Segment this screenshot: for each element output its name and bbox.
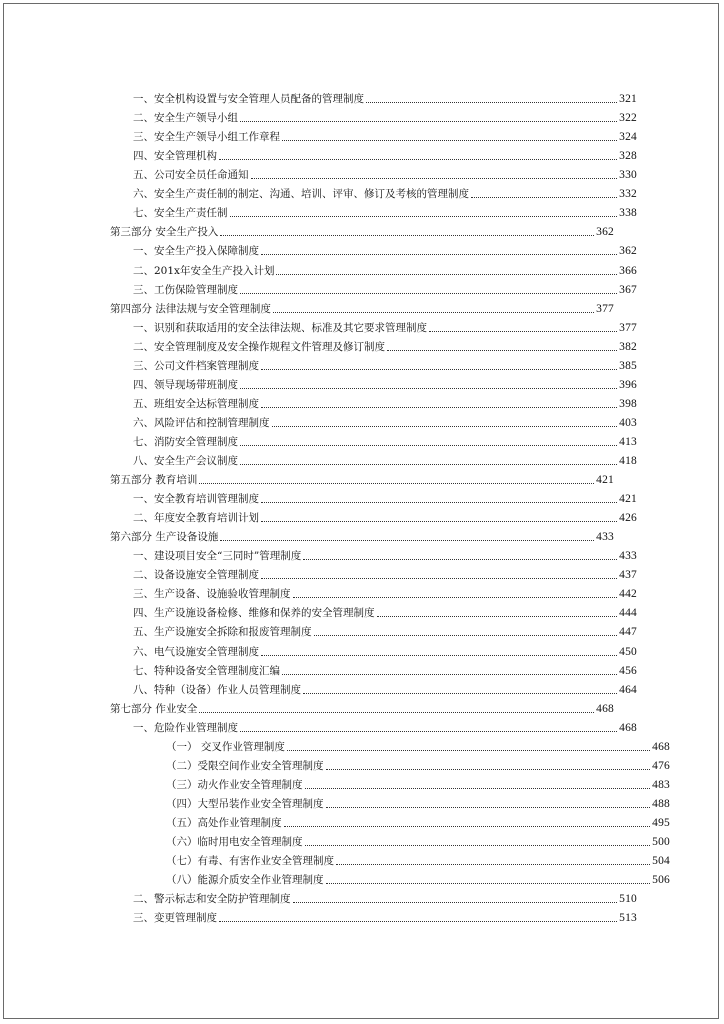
toc-section-heading[interactable] xyxy=(110,700,614,716)
toc-page-number: 450 xyxy=(619,645,637,658)
toc-entry-title: 四、领导现场带班制度 xyxy=(133,378,238,391)
toc-entry-title: 第三部分 安全生产投入 xyxy=(110,226,219,239)
toc-dot-leader xyxy=(293,902,618,903)
toc-entry-title: 五、公司安全员任命通知 xyxy=(133,169,249,182)
toc-entry[interactable] xyxy=(110,871,670,887)
toc-dot-leader xyxy=(219,159,617,160)
toc-page-number: 476 xyxy=(652,759,670,772)
toc-page-number: 495 xyxy=(652,816,670,829)
toc-entry-title: （三）动火作业安全管理制度 xyxy=(166,778,303,791)
toc-entry[interactable] xyxy=(110,262,637,278)
toc-page-number: 396 xyxy=(619,378,637,391)
toc-entry-title: 七、消防安全管理制度 xyxy=(133,435,238,448)
toc-entry-title: 一、安全生产投入保障制度 xyxy=(133,245,259,258)
toc-entry-title: 一、建设项目安全“三同时”管理制度 xyxy=(133,550,302,563)
toc-dot-leader xyxy=(387,350,617,351)
toc-entry-title: 三、生产设备、设施验收管理制度 xyxy=(133,588,291,601)
toc-entry-title: 六、安全生产责任制的制定、沟通、培训、评审、修订及考核的管理制度 xyxy=(133,188,469,201)
toc-page-number: 324 xyxy=(619,131,637,144)
toc-page-number: 437 xyxy=(619,569,637,582)
toc-page-number: 506 xyxy=(652,874,670,887)
toc-entry[interactable] xyxy=(110,776,670,792)
toc-entry[interactable] xyxy=(110,204,637,220)
toc-page-number: 328 xyxy=(619,150,637,163)
toc-entry[interactable] xyxy=(110,395,637,411)
toc-entry[interactable] xyxy=(110,547,637,563)
toc-entry[interactable] xyxy=(110,338,637,354)
toc-entry-title: 二、安全生产领导小组 xyxy=(133,112,238,124)
toc-entry[interactable] xyxy=(110,414,637,430)
toc-entry[interactable] xyxy=(110,357,637,373)
toc-section-heading[interactable] xyxy=(110,223,614,239)
toc-entry[interactable] xyxy=(110,604,637,620)
toc-page-number: 362 xyxy=(619,245,637,258)
toc-dot-leader xyxy=(240,293,617,294)
toc-page-number: 426 xyxy=(619,512,637,525)
toc-dot-leader xyxy=(336,864,650,865)
toc-dot-leader xyxy=(366,102,617,103)
toc-page-number: 513 xyxy=(619,912,637,925)
toc-dot-leader xyxy=(240,731,617,732)
toc-entry[interactable] xyxy=(110,509,637,525)
toc-entry[interactable] xyxy=(110,376,637,392)
toc-entry-title: 四、安全管理机构 xyxy=(133,150,217,163)
toc-dot-leader xyxy=(219,921,617,922)
toc-entry[interactable] xyxy=(110,623,637,639)
toc-entry[interactable] xyxy=(110,319,637,335)
toc-page-number: 385 xyxy=(619,359,637,372)
toc-entry-title: 一、识别和获取适用的安全法律法规、标准及其它要求管理制度 xyxy=(133,321,427,334)
toc-page-number: 377 xyxy=(619,321,637,334)
toc-dot-leader xyxy=(240,388,617,389)
toc-dot-leader xyxy=(261,254,617,255)
toc-dot-leader xyxy=(377,616,618,617)
toc-dot-leader xyxy=(326,769,651,770)
toc-dot-leader xyxy=(471,197,617,198)
toc-entry[interactable] xyxy=(110,585,637,601)
toc-entry-title: 第四部分 法律法规与安全管理制度 xyxy=(110,302,271,315)
toc-entry-title: 八、安全生产会议制度 xyxy=(133,454,238,467)
toc-dot-leader xyxy=(272,426,618,427)
toc-entry[interactable] xyxy=(110,109,637,125)
toc-entry-title: 一、安全机构设置与安全管理人员配备的管理制度 xyxy=(133,93,364,105)
toc-page-number: 468 xyxy=(652,740,670,753)
toc-dot-leader xyxy=(305,845,651,846)
toc-entry[interactable] xyxy=(110,909,637,925)
toc-dot-leader xyxy=(282,140,617,141)
toc-page-number: 468 xyxy=(619,721,637,734)
toc-entry-title: 六、风险评估和控制管理制度 xyxy=(133,416,270,429)
toc-section-heading[interactable] xyxy=(110,300,614,316)
toc-dot-leader xyxy=(305,788,651,789)
toc-entry[interactable] xyxy=(110,738,670,754)
toc-dot-leader xyxy=(273,312,594,313)
toc-entry-title: 三、工伤保险管理制度 xyxy=(133,283,238,296)
toc-page-number: 367 xyxy=(619,283,637,296)
toc-entry-title: 二、201x年安全生产投入计划 xyxy=(133,264,275,277)
toc-entry[interactable] xyxy=(110,662,637,678)
toc-entry[interactable] xyxy=(110,452,637,468)
toc-entry-title: 五、班组安全达标管理制度 xyxy=(133,397,259,410)
toc-page-number: 338 xyxy=(619,207,637,220)
toc-entry[interactable] xyxy=(110,643,637,659)
toc-page-number: 468 xyxy=(596,702,614,715)
toc-entry[interactable] xyxy=(110,719,637,735)
toc-page-number: 418 xyxy=(619,454,637,467)
toc-dot-leader xyxy=(284,826,651,827)
toc-entry-title: 八、特种（设备）作业人员管理制度 xyxy=(133,683,301,696)
toc-dot-leader xyxy=(261,578,617,579)
toc-entry-title: （六）临时用电安全管理制度 xyxy=(166,836,303,848)
toc-dot-leader xyxy=(240,464,617,465)
toc-dot-leader xyxy=(276,274,617,275)
toc-entry[interactable] xyxy=(110,681,637,697)
toc-entry[interactable] xyxy=(110,166,637,182)
toc-entry-title: 二、安全管理制度及安全操作规程文件管理及修订制度 xyxy=(133,340,385,353)
toc-dot-leader xyxy=(429,331,617,332)
toc-entry[interactable] xyxy=(110,757,670,773)
toc-entry-title: 三、变更管理制度 xyxy=(133,912,217,925)
toc-dot-leader xyxy=(314,635,618,636)
toc-dot-leader xyxy=(303,559,617,560)
toc-entry-title: 第五部分 教育培训 xyxy=(110,474,198,486)
toc-dot-leader xyxy=(261,502,617,503)
toc-entry[interactable] xyxy=(110,90,637,106)
toc-entry-title: （二）受限空间作业安全管理制度 xyxy=(166,759,324,772)
toc-dot-leader xyxy=(240,121,617,122)
toc-entry-title: 三、安全生产领导小组工作章程 xyxy=(133,131,280,144)
toc-page-number: 421 xyxy=(619,493,637,506)
toc-dot-leader xyxy=(199,483,594,484)
toc-entry[interactable] xyxy=(110,833,670,849)
toc-dot-leader xyxy=(261,369,617,370)
toc-entry-title: 四、生产设施设备检修、维修和保养的安全管理制度 xyxy=(133,607,375,620)
toc-dot-leader xyxy=(251,178,618,179)
toc-entry-title: （七）有毒、有害作业安全管理制度 xyxy=(166,855,334,867)
toc-entry[interactable] xyxy=(110,433,637,449)
toc-entry-title: （一） 交叉作业管理制度 xyxy=(166,740,285,753)
toc-entry[interactable] xyxy=(110,128,637,144)
toc-entry[interactable] xyxy=(110,814,670,830)
toc-page-number: 464 xyxy=(619,683,637,696)
toc-dot-leader xyxy=(326,883,651,884)
toc-entry-title: 第七部分 作业安全 xyxy=(110,702,198,715)
toc-dot-leader xyxy=(220,235,594,236)
toc-entry-title: 第六部分 生产设备设施 xyxy=(110,531,219,544)
toc-entry[interactable] xyxy=(110,281,637,297)
toc-page-number: 322 xyxy=(619,112,637,124)
toc-page-number: 500 xyxy=(652,836,670,848)
toc-entry[interactable] xyxy=(110,890,637,906)
toc-page-number: 362 xyxy=(596,226,614,239)
toc-page-number: 456 xyxy=(619,664,637,677)
toc-entry[interactable] xyxy=(110,566,637,582)
toc-dot-leader xyxy=(220,540,594,541)
toc-dot-leader xyxy=(230,216,618,217)
toc-page-number: 382 xyxy=(619,340,637,353)
toc-page-number: 444 xyxy=(619,607,637,620)
toc-entry-title: 二、设备设施安全管理制度 xyxy=(133,569,259,582)
toc-page-number: 433 xyxy=(596,531,614,544)
toc-entry-title: （五）高处作业管理制度 xyxy=(166,816,282,829)
toc-entry-title: 三、公司文件档案管理制度 xyxy=(133,359,259,372)
toc-dot-leader xyxy=(303,693,617,694)
toc-page-number: 442 xyxy=(619,588,637,601)
toc-entry-title: 二、警示标志和安全防护管理制度 xyxy=(133,893,291,906)
toc-section-heading[interactable] xyxy=(110,471,614,487)
toc-entry[interactable] xyxy=(110,490,637,506)
toc-page-number: 403 xyxy=(619,416,637,429)
toc-page-number: 488 xyxy=(652,797,670,810)
toc-entry-title: （四）大型吊装作业安全管理制度 xyxy=(166,797,324,810)
toc-entry-title: 二、年度安全教育培训计划 xyxy=(133,512,259,525)
toc-section-heading[interactable] xyxy=(110,528,614,544)
toc-entry-title: （八）能源介质安全作业管理制度 xyxy=(166,874,324,887)
toc-page-number: 421 xyxy=(596,474,614,486)
toc-page-number: 504 xyxy=(652,855,670,867)
toc-dot-leader xyxy=(261,407,617,408)
toc-entry-title: 七、特种设备安全管理制度汇编 xyxy=(133,664,280,677)
toc-page-number: 321 xyxy=(619,93,637,105)
toc-page-number: 510 xyxy=(619,893,637,906)
toc-page-number: 377 xyxy=(596,302,614,315)
toc-dot-leader xyxy=(261,655,617,656)
toc-entry[interactable] xyxy=(110,242,637,258)
toc-dot-leader xyxy=(287,750,650,751)
toc-dot-leader xyxy=(261,521,617,522)
toc-page-number: 366 xyxy=(619,264,637,277)
toc-dot-leader xyxy=(199,712,594,713)
toc-entry[interactable] xyxy=(110,147,637,163)
toc-page-number: 330 xyxy=(619,169,637,182)
toc-entry-title: 六、电气设施安全管理制度 xyxy=(133,645,259,658)
toc-entry[interactable] xyxy=(110,795,670,811)
toc-dot-leader xyxy=(326,807,651,808)
toc-page-number: 398 xyxy=(619,397,637,410)
toc-page-number: 332 xyxy=(619,188,637,201)
toc-dot-leader xyxy=(282,674,617,675)
toc-entry[interactable] xyxy=(110,185,637,201)
toc-entry-title: 五、生产设施安全拆除和报废管理制度 xyxy=(133,626,312,639)
toc-page-number: 413 xyxy=(619,435,637,448)
toc-page-number: 433 xyxy=(619,550,637,563)
toc-entry-title: 一、安全教育培训管理制度 xyxy=(133,493,259,506)
toc-entry[interactable] xyxy=(110,852,670,868)
toc-page-number: 447 xyxy=(619,626,637,639)
toc-dot-leader xyxy=(240,445,617,446)
toc-entry-title: 一、危险作业管理制度 xyxy=(133,721,238,734)
toc-dot-leader xyxy=(293,597,618,598)
toc-entry-title: 七、安全生产责任制 xyxy=(133,207,228,220)
toc-page-number: 483 xyxy=(652,778,670,791)
